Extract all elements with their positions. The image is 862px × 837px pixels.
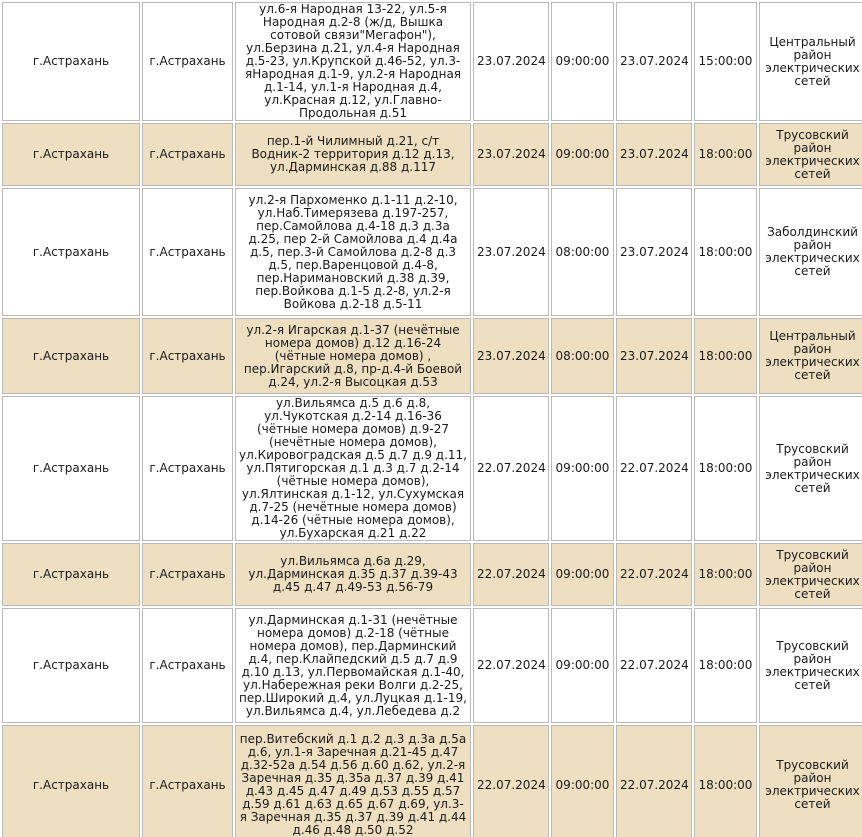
start-time-cell: 09:00:00 (551, 725, 614, 837)
end-date-cell: 23.07.2024 (616, 318, 692, 394)
start-time-cell: 09:00:00 (551, 543, 614, 606)
start-date-cell: 22.07.2024 (473, 543, 549, 606)
end-date-cell: 23.07.2024 (616, 188, 692, 316)
city-cell: г.Астрахань (2, 2, 140, 121)
locality-cell: г.Астрахань (142, 318, 233, 394)
end-date-cell: 22.07.2024 (616, 543, 692, 606)
network-cell: Трусовский район электрических сетей (759, 543, 862, 606)
city-cell: г.Астрахань (2, 318, 140, 394)
start-date-cell: 22.07.2024 (473, 396, 549, 541)
end-time-cell: 18:00:00 (694, 725, 757, 837)
city-cell: г.Астрахань (2, 543, 140, 606)
start-time-cell: 09:00:00 (551, 2, 614, 121)
table-row (2, 188, 862, 316)
addresses-cell: пер.1-й Чилимный д.21, с/т Водник-2 территория д.12 д.13, ул.Дарминская д.88 д.117 (235, 123, 471, 186)
network-cell: Трусовский район электрических сетей (759, 123, 862, 186)
end-date-cell: 22.07.2024 (616, 396, 692, 541)
table-row (2, 2, 862, 121)
table-row (2, 725, 862, 837)
city-cell: г.Астрахань (2, 608, 140, 723)
start-time-cell: 09:00:00 (551, 396, 614, 541)
end-date-cell: 23.07.2024 (616, 2, 692, 121)
addresses-cell: ул.Вильямса д.6а д.29, ул.Дарминская д.35 д.37 д.39-43 д.45 д.47 д.49-53 д.56-79 (235, 543, 471, 606)
end-time-cell: 18:00:00 (694, 188, 757, 316)
locality-cell: г.Астрахань (142, 2, 233, 121)
start-time-cell: 09:00:00 (551, 608, 614, 723)
addresses-cell: ул.Вильямса д.5 д.6 д.8, ул.Чукотская д.2-14 д.16-36 (чётные номера домов) д.9-27 (нечётные номера домов), ул.Кировоградская д.5 д.7 д.9 д.11, ул.Пятигорская д.1 д.3 д.7 д.2-14 (чётные номера домов), ул.Ялтинская д.1-12, ул.Сухумская д.7-25 (нечётные номера домов) д.14-26 (чётные номера домов), ул.Бухарская д.21 д.22 (235, 396, 471, 541)
end-time-cell: 18:00:00 (694, 608, 757, 723)
start-date-cell: 23.07.2024 (473, 318, 549, 394)
end-time-cell: 18:00:00 (694, 318, 757, 394)
table-row (2, 123, 862, 186)
network-cell: Заболдинский район электрических сетей (759, 188, 862, 316)
city-cell: г.Астрахань (2, 123, 140, 186)
city-cell: г.Астрахань (2, 188, 140, 316)
start-time-cell: 08:00:00 (551, 318, 614, 394)
locality-cell: г.Астрахань (142, 543, 233, 606)
start-time-cell: 08:00:00 (551, 188, 614, 316)
table-row (2, 318, 862, 394)
start-date-cell: 23.07.2024 (473, 188, 549, 316)
end-date-cell: 22.07.2024 (616, 608, 692, 723)
start-date-cell: 23.07.2024 (473, 123, 549, 186)
network-cell: Центральный район электрических сетей (759, 2, 862, 121)
end-time-cell: 18:00:00 (694, 123, 757, 186)
start-date-cell: 23.07.2024 (473, 2, 549, 121)
addresses-cell: ул.2-я Пархоменко д.1-11 д.2-10, ул.Наб.Тимерязева д.197-257, пер.Самойлова д.4-18 д.3 д.3а д.25, пер 2-й Самойлова д.4 д.4а д.5, пер.3-й Самойлова д.2-8 д.3 д.5, пер.Варенцовой д.4-8, пер.Наримановский д.38 д.39, пер.Войкова д.1-5 д.2-8, ул.2-я Войкова д.2-18 д.5-11 (235, 188, 471, 316)
city-cell: г.Астрахань (2, 396, 140, 541)
end-time-cell: 18:00:00 (694, 543, 757, 606)
start-date-cell: 22.07.2024 (473, 725, 549, 837)
network-cell: Трусовский район электрических сетей (759, 725, 862, 837)
locality-cell: г.Астрахань (142, 608, 233, 723)
city-cell: г.Астрахань (2, 725, 140, 837)
network-cell: Трусовский район электрических сетей (759, 608, 862, 723)
start-date-cell: 22.07.2024 (473, 608, 549, 723)
table-row (2, 608, 862, 723)
locality-cell: г.Астрахань (142, 396, 233, 541)
end-time-cell: 18:00:00 (694, 396, 757, 541)
table-row (2, 543, 862, 606)
locality-cell: г.Астрахань (142, 725, 233, 837)
end-time-cell: 15:00:00 (694, 2, 757, 121)
network-cell: Центральный район электрических сетей (759, 318, 862, 394)
addresses-cell: ул.6-я Народная 13-22, ул.5-я Народная д.2-8 (ж/д, Вышка сотовой связи"Мегафон"), ул.Берзина д.21, ул.4-я Народная д.5-23, ул.Крупской д.46-52, ул.3-яНародная д.1-9, ул.2-я Народная д.1-14, ул.1-я Народная д.4, ул.Красная д.12, ул.Главно-Продольная д.51 (235, 2, 471, 121)
table-row (2, 396, 862, 541)
addresses-cell: пер.Витебский д.1 д.2 д.3 д.3а д.5а д.6, ул.1-я Заречная д.21-45 д.47 д.32-52а д.54 д.56 д.60 д.62, ул.2-я Заречная д.35 д.35а д.37 д.39 д.41 д.43 д.45 д.47 д.49 д.53 д.55 д.57 д.59 д.61 д.63 д.65 д.67 д.69, ул.3-я Заречная д.35 д.37 д.39 д.41 д.44 д.46 д.48 д.50 д.52 (235, 725, 471, 837)
start-time-cell: 09:00:00 (551, 123, 614, 186)
addresses-cell: ул.2-я Игарская д.1-37 (нечётные номера домов) д.12 д.16-24 (чётные номера домов) , пер.Игарский д.8, пр-д.4-й Боевой д.24, ул.2-я Высоцкая д.53 (235, 318, 471, 394)
locality-cell: г.Астрахань (142, 188, 233, 316)
network-cell: Трусовский район электрических сетей (759, 396, 862, 541)
addresses-cell: ул.Дарминская д.1-31 (нечётные номера домов) д.2-18 (чётные номера домов), пер.Дарминский д.4, пер.Клайпедский д.5 д.7 д.9 д.10 д.13, ул.Первомайская д.1-40, ул.Набережная реки Волги д.2-25, пер.Широкий д.4, ул.Луцкая д.1-19, ул.Вильямса д.4, ул.Лебедева д.2 (235, 608, 471, 723)
end-date-cell: 22.07.2024 (616, 725, 692, 837)
locality-cell: г.Астрахань (142, 123, 233, 186)
end-date-cell: 23.07.2024 (616, 123, 692, 186)
